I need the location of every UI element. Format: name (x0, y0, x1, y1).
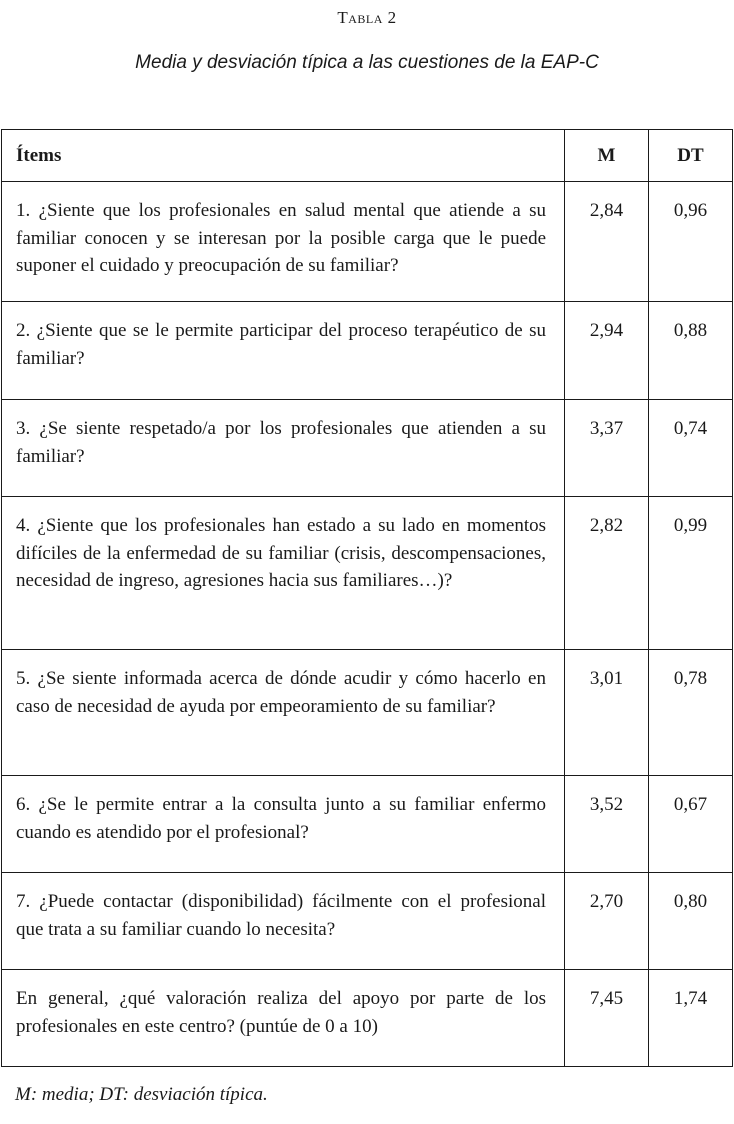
item-std-dev: 0,80 (649, 873, 733, 970)
table-label: Tabla 2 (337, 8, 397, 27)
table-row (2, 873, 733, 970)
item-std-dev: 0,99 (649, 497, 733, 650)
statistics-table (1, 129, 733, 1067)
table-caption: Media y desviación típica a las cuestiones de la EAP-C (135, 52, 599, 73)
item-std-dev: 0,74 (649, 400, 733, 497)
table-row (2, 302, 733, 400)
item-question: 3. ¿Se siente respetado/a por los profesionales que atienden a su familiar? (2, 400, 565, 497)
item-mean: 2,84 (565, 182, 649, 302)
item-std-dev: 0,96 (649, 182, 733, 302)
table-row (2, 650, 733, 776)
item-mean: 3,37 (565, 400, 649, 497)
header-items: Ítems (2, 130, 565, 182)
item-question: 7. ¿Puede contactar (disponibilidad) fácilmente con el profesional que trata a su familiar cuando lo necesita? (2, 873, 565, 970)
item-std-dev: 0,67 (649, 776, 733, 873)
table-row (2, 970, 733, 1067)
table-row (2, 497, 733, 650)
item-question: En general, ¿qué valoración realiza del apoyo por parte de los profesionales en este centro? (puntúe de 0 a 10) (2, 970, 565, 1067)
header-std-dev: DT (649, 130, 733, 182)
table-header-row (2, 130, 733, 182)
table-row (2, 400, 733, 497)
item-std-dev: 0,78 (649, 650, 733, 776)
item-mean: 3,01 (565, 650, 649, 776)
item-mean: 2,70 (565, 873, 649, 970)
table-footnote: M: media; DT: desviación típica. (15, 1084, 268, 1105)
table-row (2, 776, 733, 873)
header-mean: M (565, 130, 649, 182)
item-question: 4. ¿Siente que los profesionales han estado a su lado en momentos difíciles de la enfermedad de su familiar (crisis, descompensaciones, necesidad de ingreso, agresiones hacia sus familiares…)? (2, 497, 565, 650)
item-mean: 2,94 (565, 302, 649, 400)
item-question: 5. ¿Se siente informada acerca de dónde acudir y cómo hacerlo en caso de necesidad de ayuda por empeoramiento de su familiar? (2, 650, 565, 776)
item-question: 2. ¿Siente que se le permite participar del proceso terapéutico de su familiar? (2, 302, 565, 400)
item-mean: 7,45 (565, 970, 649, 1067)
table-row (2, 182, 733, 302)
item-mean: 3,52 (565, 776, 649, 873)
item-question: 1. ¿Siente que los profesionales en salud mental que atiende a su familiar conocen y se interesan por la posible carga que le puede suponer el cuidado y preocupación de su familiar? (2, 182, 565, 302)
item-mean: 2,82 (565, 497, 649, 650)
item-std-dev: 0,88 (649, 302, 733, 400)
item-question: 6. ¿Se le permite entrar a la consulta junto a su familiar enfermo cuando es atendido por el profesional? (2, 776, 565, 873)
item-std-dev: 1,74 (649, 970, 733, 1067)
